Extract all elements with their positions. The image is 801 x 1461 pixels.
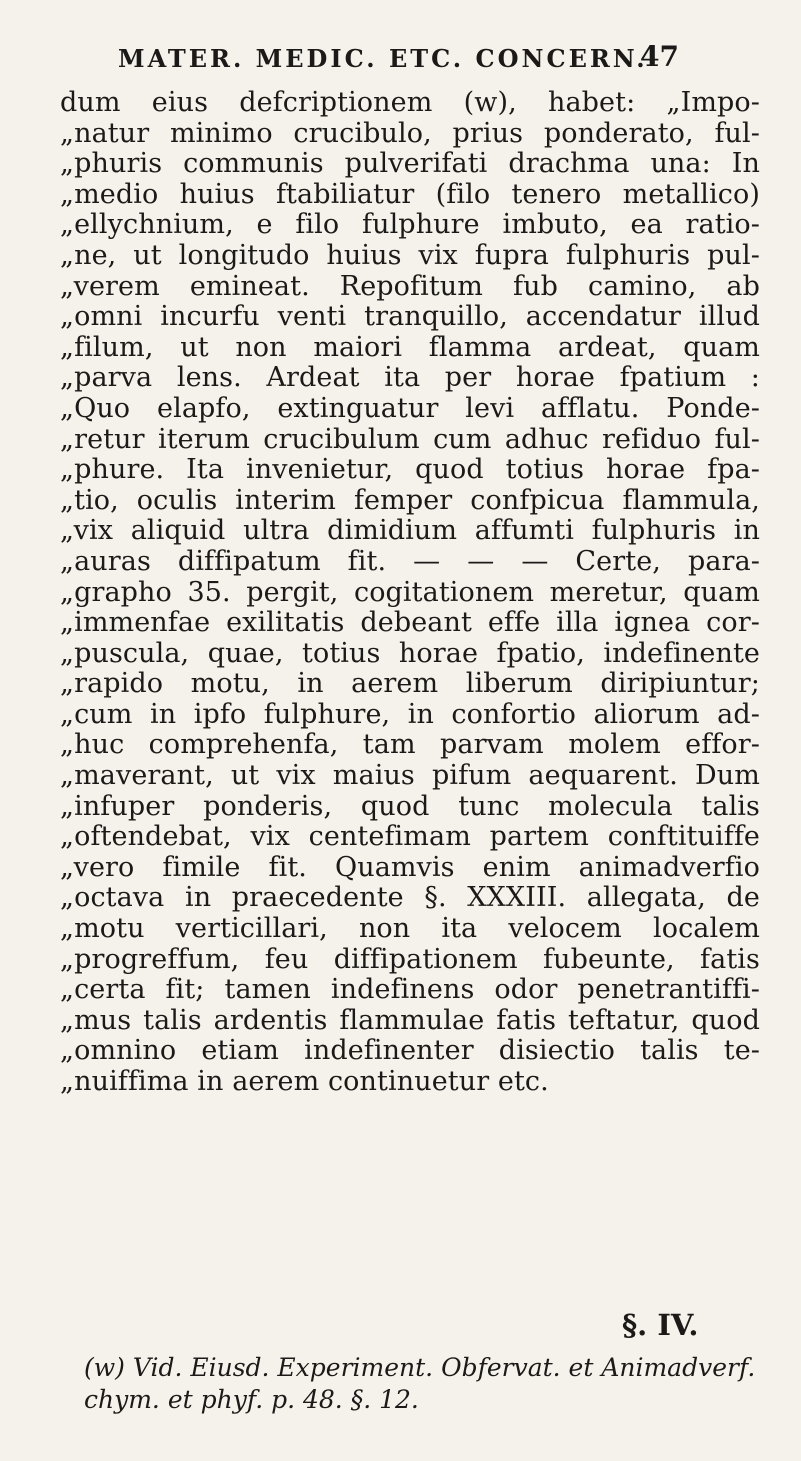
text-line: „huc comprehenfa, tam parvam molem effor- — [60, 729, 760, 761]
text-line: „rapido motu, in aerem liberum diripiuntur; — [60, 668, 760, 700]
text-line: „ellychnium, e filo fulphure imbuto, ea ratio- — [60, 209, 760, 241]
text-line: „omnino etiam indefinenter disiectio talis te- — [60, 1035, 760, 1067]
text-line: „natur minimo crucibulo, prius ponderato, ful- — [60, 117, 760, 149]
footnote-line: chym. et phyf. p. 48. §. 12. — [84, 1385, 419, 1414]
text-line: „verem emineat. Repofitum fub camino, ab — [60, 270, 760, 302]
footnote — [84, 1352, 774, 1416]
text-line: „phuris communis pulverifati drachma una: In — [60, 148, 760, 180]
text-line: „certa fit; tamen indefinens odor penetrantiffi- — [60, 974, 760, 1006]
text-line: „puscula, quae, totius horae fpatio, indefinente — [60, 637, 760, 669]
text-line: „progreffum, feu diffipationem fubeunte, fatis — [60, 943, 760, 975]
text-line: dum eius defcriptionem (w), habet: „Impo- — [60, 87, 760, 118]
text-line: „cum in ipfo fulphure, in confortio aliorum ad- — [60, 698, 760, 730]
text-line: „Quo elapfo, extinguatur levi afflatu. Ponde- — [60, 392, 760, 424]
text-line: „auras diffipatum fit. — — — Certe, para- — [60, 545, 760, 577]
text-line: „nuiffima in aerem continuetur etc. — [60, 1066, 549, 1097]
text-line: „ne, ut longitudo huius vix fupra fulphuris pul- — [60, 239, 760, 271]
text-line: „infuper ponderis, quod tunc molecula talis — [60, 790, 760, 822]
text-line: „retur iterum crucibulum cum adhuc refiduo ful- — [60, 423, 760, 455]
text-line: „phure. Ita invenietur, quod totius horae fpa- — [60, 454, 760, 486]
text-line: „motu verticillari, non ita velocem localem — [60, 913, 760, 945]
page-number: 47 — [640, 40, 679, 73]
text-line: „medio huius ftabiliatur (filo tenero metallico) — [60, 178, 760, 210]
text-line: „tio, oculis interim femper confpicua flammula, — [60, 484, 760, 516]
text-line: „vix aliquid ultra dimidium affumti fulphuris in — [60, 515, 760, 547]
running-head: MATER. MEDIC. ETC. CONCERN. — [118, 44, 648, 73]
text-line: „filum, ut non maiori flamma ardeat, quam — [60, 331, 760, 363]
text-line: „omni incurfu venti tranquillo, accendatur illud — [60, 301, 760, 333]
text-line: „maverant, ut vix maius pifum aequarent. Dum — [60, 760, 760, 792]
text-line: „grapho 35. pergit, cogitationem meretur, quam — [60, 576, 760, 608]
body-text — [60, 88, 760, 1098]
text-line: „immenfae exilitatis debeant effe illa ignea cor- — [60, 607, 760, 639]
text-line: „octava in praecedente §. XXXIII. allegata, de — [60, 882, 760, 914]
section-mark: §. IV. — [622, 1308, 699, 1342]
footnote-line: (w) Vid. Eiusd. Experiment. Obfervat. et Animadverf. — [84, 1353, 756, 1382]
text-line: „vero fimile fit. Quamvis enim animadverfio — [60, 851, 760, 883]
text-line: „mus talis ardentis flammulae fatis teftatur, quod — [60, 1004, 760, 1036]
text-line: „oftendebat, vix centefimam partem conftituiffe — [60, 821, 760, 853]
text-line: „parva lens. Ardeat ita per horae fpatium : — [60, 362, 760, 394]
